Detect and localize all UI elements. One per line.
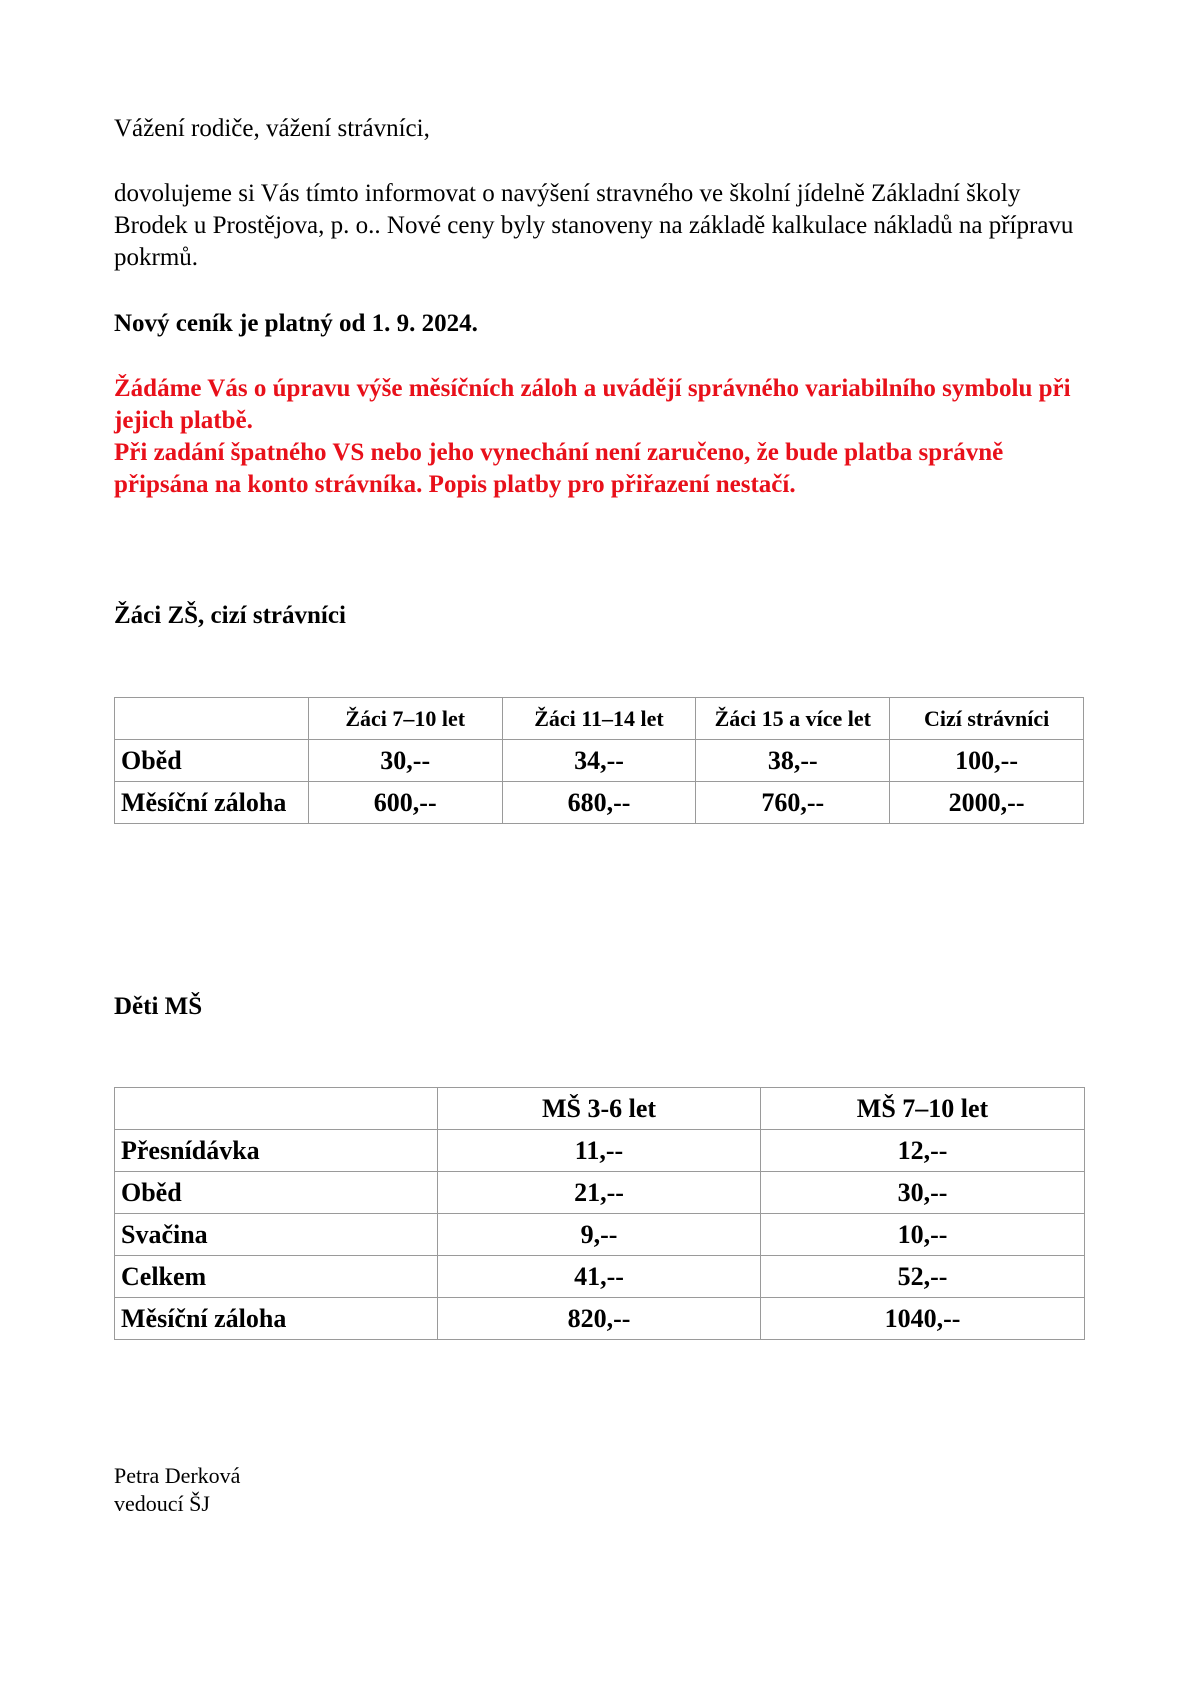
table-row bbox=[115, 1298, 1085, 1340]
price-cell: 2000,-- bbox=[890, 782, 1084, 824]
row-label: Měsíční záloha bbox=[115, 1298, 438, 1340]
intro-paragraph: dovolujeme si Vás tímto informovat o navýšení stravného ve školní jídelně Základní školy Brodek u Prostějova, p. o.. Nové ceny byly stanoveny na základě kalkulace nákladů na přípravu pokrmů. bbox=[114, 180, 1074, 271]
price-cell: 41,-- bbox=[438, 1256, 761, 1298]
price-cell: 760,-- bbox=[696, 782, 890, 824]
price-table-ms bbox=[114, 1087, 1085, 1340]
price-cell: 30,-- bbox=[761, 1172, 1085, 1214]
table-row bbox=[115, 1130, 1085, 1172]
row-label: Svačina bbox=[115, 1214, 438, 1256]
price-cell: 820,-- bbox=[438, 1298, 761, 1340]
price-cell: 9,-- bbox=[438, 1214, 761, 1256]
column-header: MŠ 7–10 let bbox=[761, 1088, 1085, 1130]
price-cell: 600,-- bbox=[308, 782, 502, 824]
greeting: Vážení rodiče, vážení strávníci, bbox=[114, 115, 430, 142]
price-cell: 12,-- bbox=[761, 1130, 1085, 1172]
column-header: Žáci 11–14 let bbox=[502, 698, 696, 740]
price-cell: 34,-- bbox=[502, 740, 696, 782]
signature-name: Petra Derková bbox=[114, 1463, 241, 1488]
section-heading-zs: Žáci ZŠ, cizí strávníci bbox=[114, 602, 346, 629]
table-row bbox=[115, 1172, 1085, 1214]
column-header: MŠ 3-6 let bbox=[438, 1088, 761, 1130]
row-label: Přesnídávka bbox=[115, 1130, 438, 1172]
row-label: Měsíční záloha bbox=[115, 782, 309, 824]
row-label: Celkem bbox=[115, 1256, 438, 1298]
price-cell: 10,-- bbox=[761, 1214, 1085, 1256]
price-table-zs bbox=[114, 697, 1084, 824]
column-header: Cizí strávníci bbox=[890, 698, 1084, 740]
section-heading-ms: Děti MŠ bbox=[114, 993, 203, 1020]
price-cell: 680,-- bbox=[502, 782, 696, 824]
price-cell: 52,-- bbox=[761, 1256, 1085, 1298]
table-row bbox=[115, 1256, 1085, 1298]
price-cell: 100,-- bbox=[890, 740, 1084, 782]
column-header bbox=[115, 698, 309, 740]
valid-from-notice: Nový ceník je platný od 1. 9. 2024. bbox=[114, 310, 478, 337]
warning-line-variable-symbol: Při zadání špatného VS nebo jeho vynechání není zaručeno, že bude platba správně připsána na konto strávníka. Popis platby pro přiřazení nestačí. bbox=[114, 439, 1004, 498]
signature-role: vedoucí ŠJ bbox=[114, 1491, 210, 1516]
row-label: Oběd bbox=[115, 740, 309, 782]
table-row bbox=[115, 1214, 1085, 1256]
signature-block bbox=[114, 1462, 240, 1518]
table-row bbox=[115, 740, 1084, 782]
column-header: Žáci 7–10 let bbox=[308, 698, 502, 740]
price-cell: 1040,-- bbox=[761, 1298, 1085, 1340]
column-header: Žáci 15 a více let bbox=[696, 698, 890, 740]
row-label: Oběd bbox=[115, 1172, 438, 1214]
price-cell: 30,-- bbox=[308, 740, 502, 782]
price-cell: 21,-- bbox=[438, 1172, 761, 1214]
table-header-row bbox=[115, 1088, 1085, 1130]
column-header bbox=[115, 1088, 438, 1130]
price-cell: 38,-- bbox=[696, 740, 890, 782]
table-header-row bbox=[115, 698, 1084, 740]
warning-line-advances: Žádáme Vás o úpravu výše měsíčních záloh a uvádějí správného variabilního symbolu při jejich platbě. bbox=[114, 375, 1071, 434]
table-row bbox=[115, 782, 1084, 824]
price-cell: 11,-- bbox=[438, 1130, 761, 1172]
warning-block bbox=[114, 373, 1074, 501]
